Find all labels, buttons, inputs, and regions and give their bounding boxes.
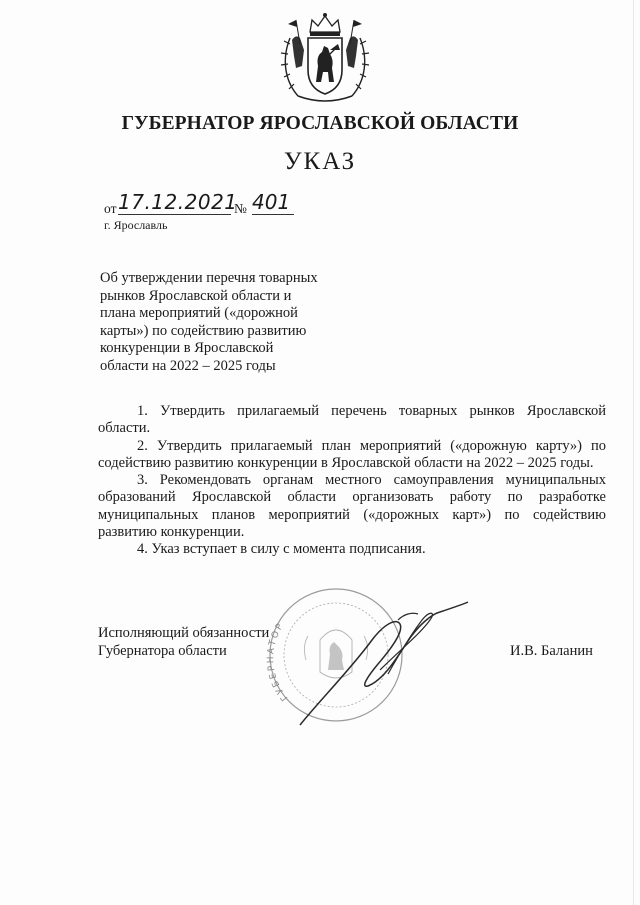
- subject-line: области на 2022 – 2025 годы: [100, 357, 276, 374]
- subject-line: рынков Ярославской области и: [100, 287, 292, 304]
- subject-line: Об утверждении перечня товарных: [100, 270, 318, 286]
- city-line: г. Ярославль: [104, 218, 168, 232]
- stamp-arc-text: ГУБЕРНАТОР: [266, 620, 291, 703]
- handwritten-date: 17.12.2021: [118, 190, 238, 214]
- handwritten-number: 401: [252, 190, 294, 215]
- date-prefix: от: [104, 201, 117, 216]
- paragraph-2: 2. Утвердить прилагаемый план мероприятий («дорожную карту») по содействию развитию конкуренции в Ярославской области на 2022 – 2025 годы.: [98, 437, 606, 471]
- document-type: УКАЗ: [283, 148, 357, 175]
- document-subject: [100, 270, 350, 375]
- subject-line: карты») по содействию развитию: [100, 322, 307, 339]
- coat-of-arms-icon: [278, 10, 372, 106]
- paragraph-4: 4. Указ вступает в силу с момента подписания.: [137, 541, 426, 558]
- header-title: ГУБЕРНАТОР ЯРОСЛАВСКОЙ ОБЛАСТИ: [121, 113, 519, 134]
- paragraph-3: 3. Рекомендовать органам местного самоуправления муниципальных образований Ярославской области организовать работу по разработке муниципальных планов мероприятий («дорожных карт») по содействию развитию конкуренции.: [98, 472, 606, 541]
- signer-position: [98, 625, 269, 660]
- signer-position-line: Губернатора области: [98, 642, 227, 659]
- paragraph-1: 1. Утвердить прилагаемый перечень товарных рынков Ярославской области.: [98, 403, 606, 437]
- registration-line: [104, 192, 304, 218]
- signer-name: И.В. Баланин: [510, 643, 593, 659]
- subject-line: плана мероприятий («дорожной: [100, 305, 298, 321]
- signer-position-line: Исполняющий обязанности: [98, 625, 270, 641]
- subject-line: конкуренции в Ярославской: [100, 340, 274, 356]
- page-edge: [633, 0, 634, 905]
- number-sign: №: [234, 201, 247, 216]
- document-body: [98, 403, 606, 559]
- handwritten-signature: [280, 590, 470, 730]
